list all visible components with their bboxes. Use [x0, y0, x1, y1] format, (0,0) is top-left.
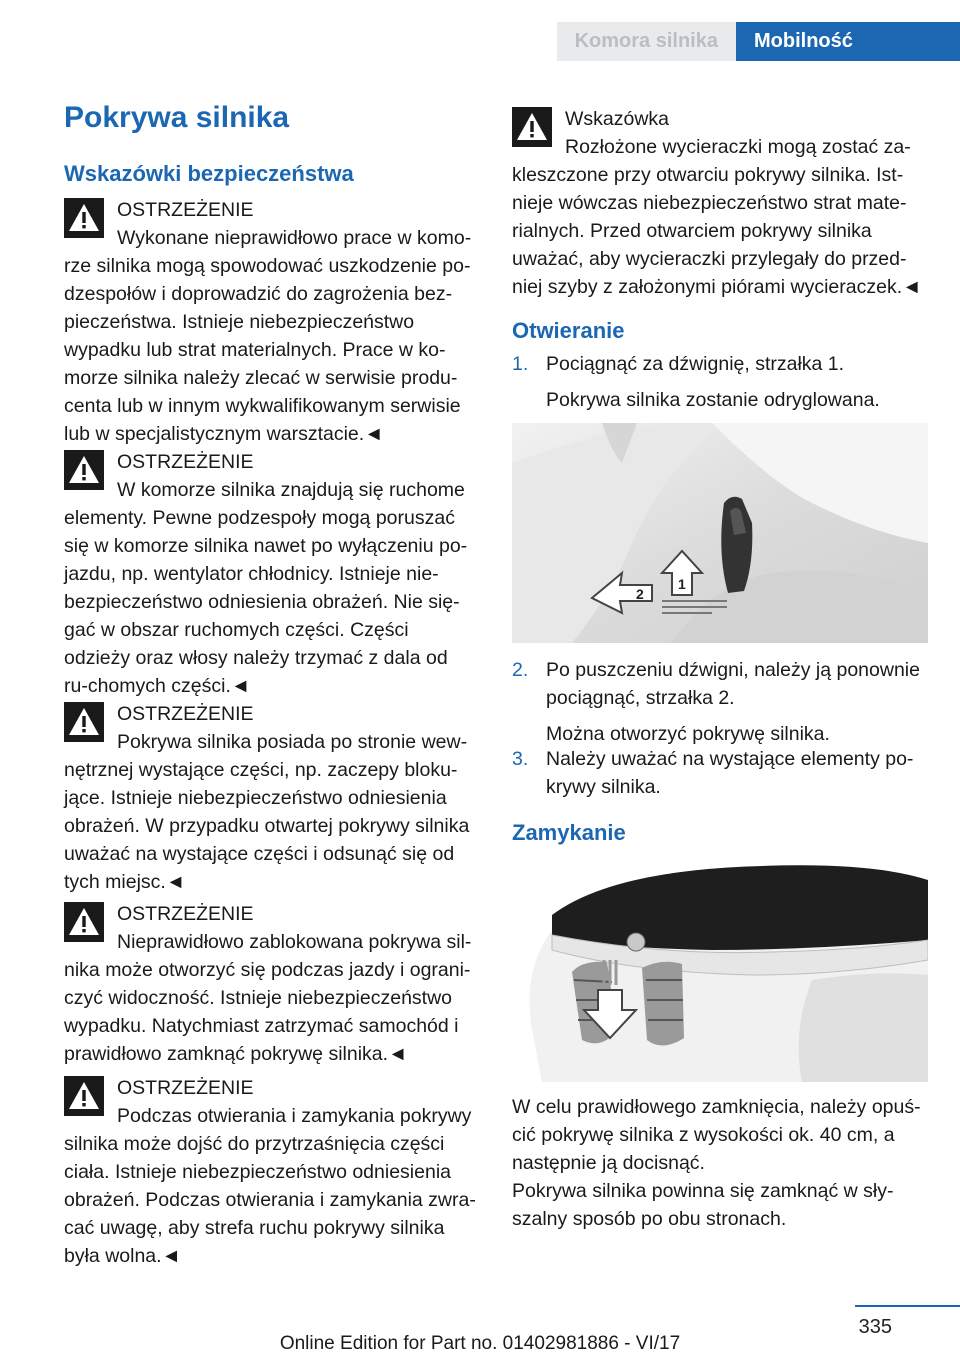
step-number: 1.: [512, 353, 529, 375]
warning-triangle-icon: [64, 902, 104, 942]
closing-paragraph: W celu prawidłowego zamknięcia, należy opuś-cić pokrywę silnika z wysokości ok. 40 cm, a następnie ją docisnąć.: [512, 1096, 921, 1174]
warning-text: silnika może dojść do przytrzaśnięcia części ciała. Istnieje niebezpieczeństwo odniesienia obrażeń. Podczas otwierania i zamykania zwra-cać uwagę, aby strefa ruchu pokrywy silnika była wolna.◄: [64, 1133, 476, 1267]
closing-heading: Zamykanie: [512, 820, 626, 845]
warning-text: nika może otworzyć się podczas jazdy i ograni-czyć widoczność. Istnieje niebezpieczeństwo wypadku. Natychmiast zatrzymać samochód i prawidłowo zamknąć pokrywę silnika.◄: [64, 959, 471, 1065]
page-number-rule: [855, 1305, 960, 1307]
list-item: [512, 656, 928, 748]
figure-label: 1: [678, 576, 686, 592]
warning-triangle-icon: [64, 450, 104, 490]
warning-text-first: Wykonane nieprawidłowo prace w komo-: [117, 227, 472, 249]
chapter-tab: Mobilność: [736, 22, 960, 61]
warning-triangle-icon: [512, 107, 552, 147]
page-number: 335: [858, 1316, 892, 1338]
warning-block: [64, 1074, 476, 1270]
note-text-first: Rozłożone wycieraczki mogą zostać za-: [565, 136, 911, 158]
note-text: kleszczone przy otwarciu pokrywy silnika. Ist-nieje wówczas niebezpieczeństwo strat mate-rialnych. Przed otwarciem pokrywy silnika uważać, aby wycieraczki przylegały do przed-niej szyby z założonymi piórami wycieraczek.◄: [512, 164, 922, 298]
warning-triangle-icon: [64, 702, 104, 742]
warning-text-first: Nieprawidłowo zablokowana pokrywa sil-: [117, 931, 472, 953]
figure-label: 2: [636, 586, 644, 602]
warning-text: rze silnika mogą spowodować uszkodzenie po-dzespołów i doprowadzić do zagrożenia bez-pieczeństwa. Istnieje niebezpieczeństwo wypadku lub strat materialnych. Prace w ko-morze silnika należy zlecać w serwisie produ-centa lub w innym wykwalifikowanym serwisie lub w specjalistycznym warsztacie.◄: [64, 255, 471, 445]
list-item: [512, 745, 928, 801]
warning-block: [64, 700, 476, 896]
step-number: 3.: [512, 748, 529, 770]
page-title: Pokrywa silnika: [64, 101, 290, 134]
warning-text-first: W komorze silnika znajdują się ruchome: [117, 479, 465, 501]
step-subtext: Można otworzyć pokrywę silnika.: [546, 723, 830, 745]
warning-text-first: Pokrywa silnika posiada po stronie wew-: [117, 731, 468, 753]
closing-paragraph-2: Pokrywa silnika powinna się zamknąć w sły-szalny sposób po obu stronach.: [512, 1180, 894, 1230]
step-text: Należy uważać na wystające elementy po-krywy silnika.: [546, 748, 914, 798]
warning-block: [64, 900, 476, 1068]
hood-release-lever-photo: [512, 423, 928, 643]
list-item: [512, 350, 928, 414]
step-subtext: Pokrywa silnika zostanie odryglowana.: [546, 389, 880, 411]
note-label: Wskazówka: [565, 108, 670, 130]
warning-block: [64, 196, 476, 448]
section-tab: Komora silnika: [557, 22, 736, 61]
step-text: Po puszczeniu dźwigni, należy ją ponownie pociągnąć, strzałka 2.: [546, 659, 920, 709]
warning-text: elementy. Pewne podzespoły mogą poruszać się w komorze silnika nawet po wyłączeniu po-jazdu, np. wentylator chłodnicy. Istnieje nie-bezpieczeństwo odniesienia obrażeń. Nie się-gać w obszar ruchomych części. Części odzieży oraz włosy należy trzymać z dala od ru-chomych części.◄: [64, 507, 468, 697]
header-tabs: [557, 22, 960, 61]
footer-edition: Online Edition for Part no. 01402981886 - VI/17: [279, 1333, 681, 1354]
warning-label: OSTRZEŻENIE: [117, 1077, 254, 1099]
warning-block: [64, 448, 476, 700]
warning-label: OSTRZEŻENIE: [117, 703, 254, 725]
note-block: [512, 105, 928, 301]
warning-label: OSTRZEŻENIE: [117, 903, 254, 925]
safety-heading: Wskazówki bezpieczeństwa: [64, 161, 354, 186]
warning-label: OSTRZEŻENIE: [117, 451, 254, 473]
warning-text: nętrznej wystające części, np. zaczepy bloku-jące. Istnieje niebezpieczeństwo odniesienia obrażeń. W przypadku otwartej pokrywy silnika uważać na wystające części i odsunąć się od tych miejsc.◄: [64, 759, 470, 893]
opening-heading: Otwieranie: [512, 318, 625, 343]
warning-text-first: Podczas otwierania i zamykania pokrywy: [117, 1105, 472, 1127]
warning-label: OSTRZEŻENIE: [117, 199, 254, 221]
step-text: Pociągnąć za dźwignię, strzałka 1.: [546, 353, 845, 375]
closing-hood-photo: [512, 860, 928, 1082]
warning-triangle-icon: [64, 1076, 104, 1116]
warning-triangle-icon: [64, 198, 104, 238]
step-number: 2.: [512, 659, 529, 681]
